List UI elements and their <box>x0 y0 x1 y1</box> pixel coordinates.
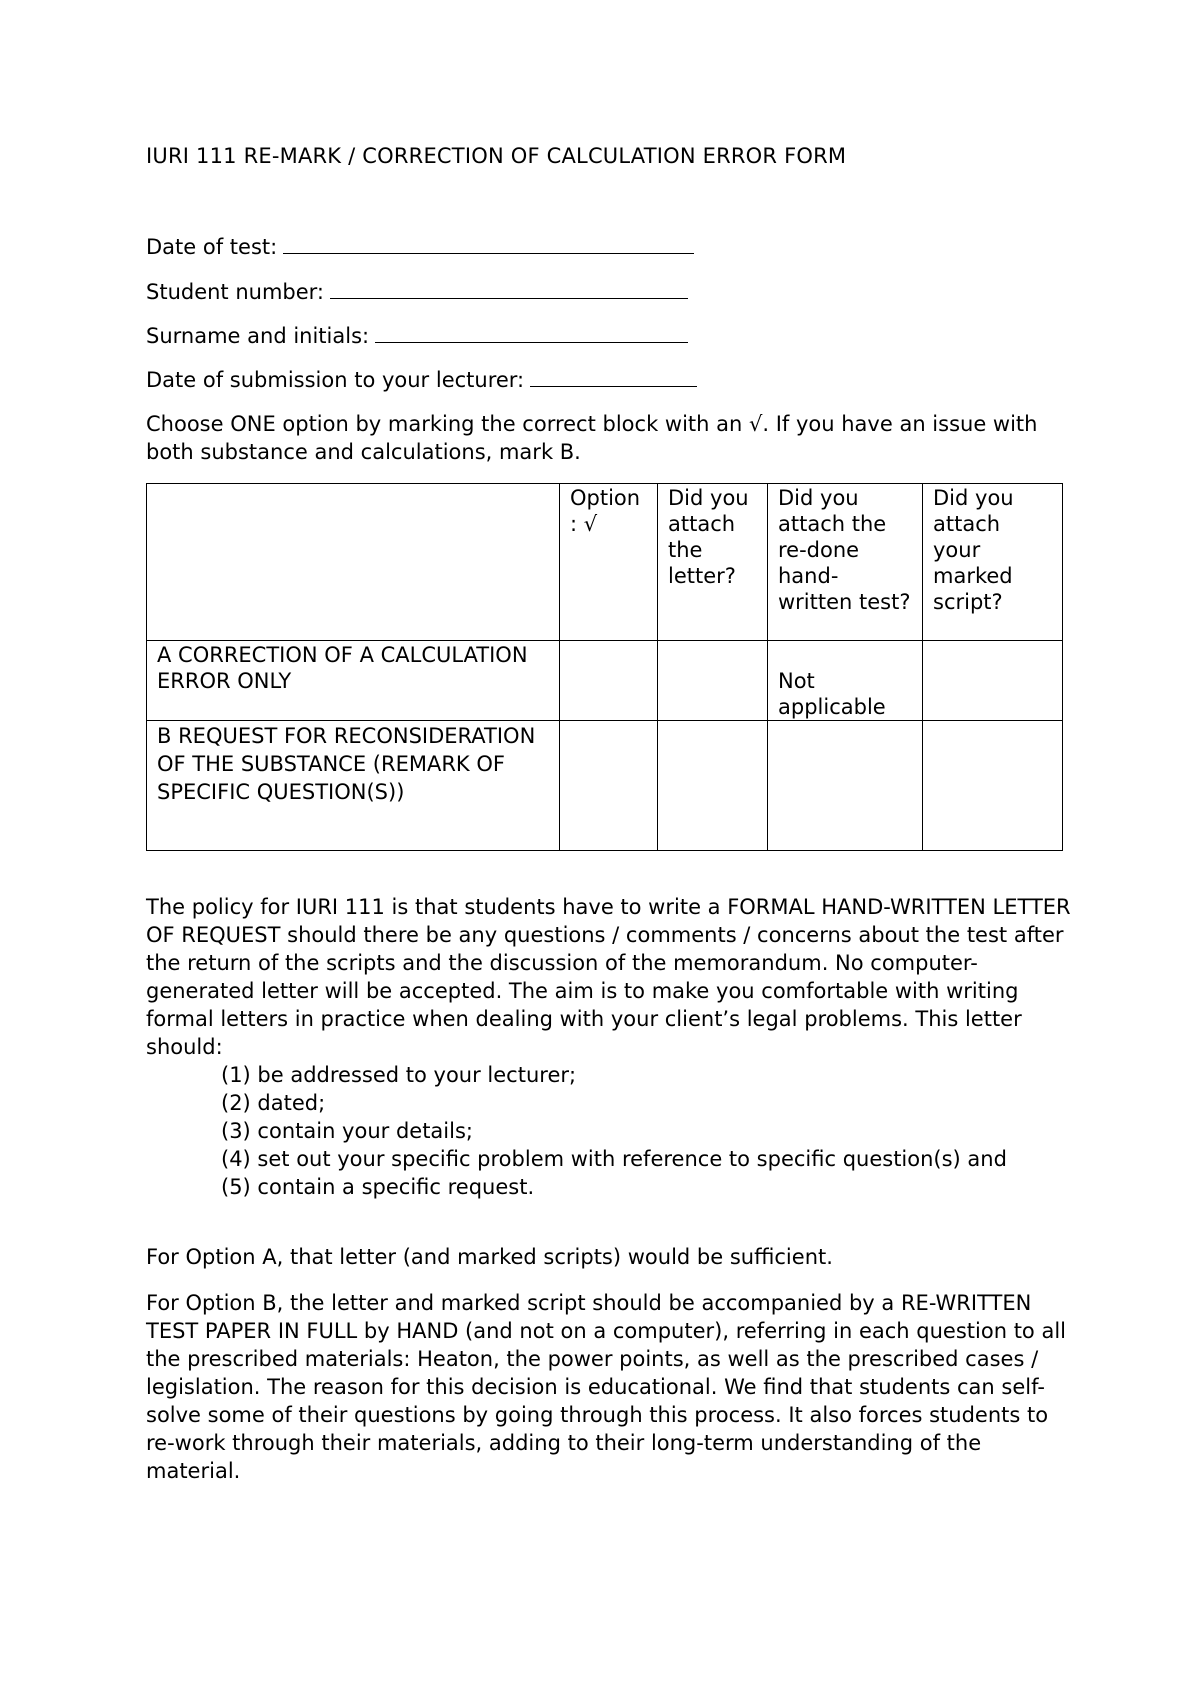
row-b-label: B REQUEST FOR RECONSIDERATION OF THE SUBSTANCE (REMARK OF SPECIFIC QUESTION(S)) <box>147 721 560 851</box>
surname-initials-blank[interactable] <box>375 322 688 343</box>
date-of-test-label: Date of test: <box>146 235 278 259</box>
submission-date-field <box>146 366 697 394</box>
student-number-blank[interactable] <box>330 278 688 299</box>
student-number-field <box>146 278 688 306</box>
row-a-script-checkbox[interactable] <box>923 641 1063 721</box>
row-a-label: A CORRECTION OF A CALCULATION ERROR ONLY <box>147 641 560 721</box>
options-table <box>146 483 1063 851</box>
list-item: (1) be addressed to your lecturer; <box>221 1063 577 1087</box>
instruction-text: Choose ONE option by marking the correct block with an √. If you have an issue with both substance and calculations, mark B. <box>146 412 1038 464</box>
header-option: Option : √ <box>560 484 658 641</box>
table-row-a <box>147 641 1063 721</box>
row-a-redone-test-cell: Not applicable <box>768 641 923 721</box>
policy-intro: The policy for IURI 111 is that students have to write a FORMAL HAND-WRITTEN LETTER OF REQUEST should there be any questions / comments / concerns about the test after the return of the scripts and the discussion of the memorandum. No computer-generated letter will be accepted. The aim is to make you comfortable with writing formal letters in practice when dealing with your client’s legal problems. This letter should: <box>146 895 1071 1059</box>
header-attach-marked-script: Did you attach your marked script? <box>923 484 1063 641</box>
surname-initials-label: Surname and initials: <box>146 324 370 348</box>
policy-section <box>146 893 1076 1201</box>
row-a-letter-checkbox[interactable] <box>658 641 768 721</box>
form-title: IURI 111 RE-MARK / CORRECTION OF CALCULATION ERROR FORM <box>146 144 847 168</box>
option-a-paragraph: For Option A, that letter (and marked scripts) would be sufficient. <box>146 1245 833 1269</box>
list-item: (2) dated; <box>221 1091 326 1115</box>
table-row-b <box>147 721 1063 851</box>
submission-date-label: Date of submission to your lecturer: <box>146 368 525 392</box>
row-b-script-checkbox[interactable] <box>923 721 1063 851</box>
header-attach-redone-test: Did you attach the re-done hand-written test? <box>768 484 923 641</box>
row-a-option-checkbox[interactable] <box>560 641 658 721</box>
list-item: (3) contain your details; <box>221 1119 473 1143</box>
list-item: (4) set out your specific problem with reference to specific question(s) and <box>221 1147 1007 1171</box>
row-b-letter-checkbox[interactable] <box>658 721 768 851</box>
letter-requirements-list <box>146 1061 1076 1201</box>
student-number-label: Student number: <box>146 280 325 304</box>
list-item: (5) contain a specific request. <box>221 1175 535 1199</box>
row-b-redone-test-checkbox[interactable] <box>768 721 923 851</box>
submission-date-blank[interactable] <box>530 366 697 387</box>
surname-initials-field <box>146 322 688 350</box>
header-attach-letter: Did you attach the letter? <box>658 484 768 641</box>
row-b-option-checkbox[interactable] <box>560 721 658 851</box>
option-b-paragraph: For Option B, the letter and marked script should be accompanied by a RE-WRITTEN TEST PAPER IN FULL by HAND (and not on a computer), referring in each question to all the prescribed materials: Heaton, the power points, as well as the prescribed cases / legislation. The reason for this decision is educational. We find that students can self-solve some of their questions by going through this process. It also forces students to re-work through their materials, adding to their long-term understanding of the material. <box>146 1291 1066 1483</box>
header-empty-cell <box>147 484 560 641</box>
table-header-row <box>147 484 1063 641</box>
date-of-test-blank[interactable] <box>283 233 694 254</box>
date-of-test-field <box>146 233 694 261</box>
